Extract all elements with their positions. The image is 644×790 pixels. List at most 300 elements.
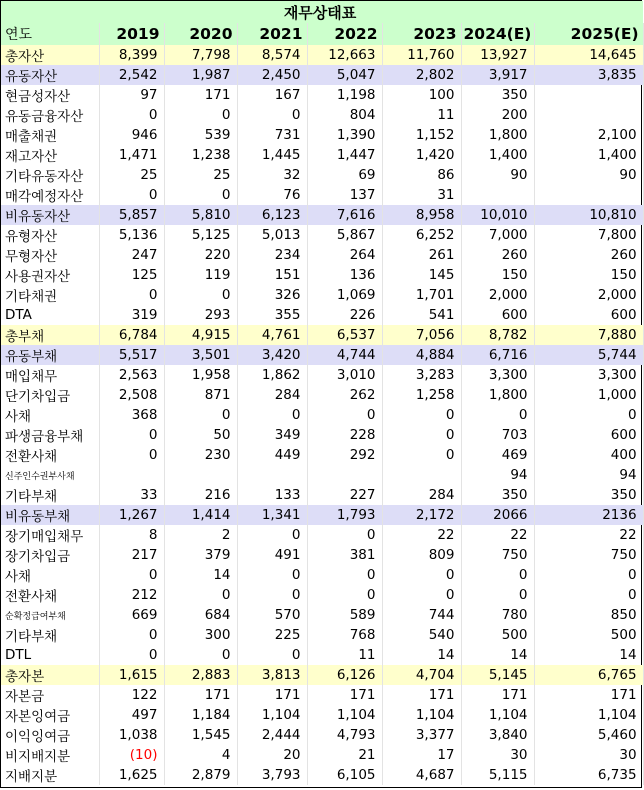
cell-value: 0 bbox=[148, 187, 158, 203]
value-cell bbox=[164, 85, 237, 105]
value-cell bbox=[534, 605, 643, 625]
cell-value: 1,701 bbox=[415, 287, 455, 303]
cell-value: 3,840 bbox=[488, 727, 528, 743]
value-cell bbox=[307, 665, 382, 685]
cell-value: 0 bbox=[221, 587, 231, 603]
row-label: 기타부채 bbox=[1, 625, 99, 645]
cell-value: 6,537 bbox=[336, 327, 376, 343]
table-row bbox=[1, 385, 643, 405]
value-cell bbox=[307, 285, 382, 305]
value-cell bbox=[534, 125, 643, 145]
cell-value: 1,341 bbox=[261, 507, 301, 523]
value-cell bbox=[534, 665, 643, 685]
cell-value: 2,508 bbox=[118, 387, 158, 403]
value-cell bbox=[237, 245, 307, 265]
cell-value: 6,784 bbox=[118, 327, 158, 343]
cell-value: 0 bbox=[221, 187, 231, 203]
cell-value: 319 bbox=[131, 307, 158, 323]
value-cell bbox=[307, 545, 382, 565]
value-cell bbox=[307, 565, 382, 585]
cell-value: 0 bbox=[627, 587, 637, 603]
value-cell bbox=[164, 625, 237, 645]
value-cell bbox=[164, 265, 237, 285]
cell-value: 0 bbox=[445, 427, 455, 443]
table-row bbox=[1, 445, 643, 465]
cell-value: 0 bbox=[291, 107, 301, 123]
value-cell bbox=[382, 65, 461, 85]
cell-value: 0 bbox=[148, 447, 158, 463]
value-cell bbox=[534, 225, 643, 245]
cell-value: 3,283 bbox=[415, 367, 455, 383]
value-cell bbox=[461, 325, 534, 345]
value-cell bbox=[164, 525, 237, 545]
row-label: 비유동부채 bbox=[1, 505, 99, 525]
value-cell bbox=[237, 325, 307, 345]
value-cell bbox=[164, 65, 237, 85]
cell-value: 22 bbox=[619, 527, 637, 543]
value-cell bbox=[461, 445, 534, 465]
table-row bbox=[1, 685, 643, 705]
value-cell bbox=[461, 245, 534, 265]
cell-value: 225 bbox=[274, 627, 301, 643]
row-label: DTA bbox=[1, 305, 99, 325]
cell-value: 539 bbox=[204, 127, 231, 143]
value-cell bbox=[237, 345, 307, 365]
value-cell bbox=[164, 325, 237, 345]
row-label: 장기차입금 bbox=[1, 545, 99, 565]
value-cell bbox=[164, 505, 237, 525]
value-cell bbox=[382, 465, 461, 485]
cell-value: 12,663 bbox=[328, 47, 376, 63]
header-label: 연도 bbox=[1, 23, 99, 45]
cell-value: 90 bbox=[510, 167, 528, 183]
value-cell bbox=[307, 645, 382, 665]
value-cell bbox=[382, 165, 461, 185]
cell-value: 6,126 bbox=[336, 667, 376, 683]
value-cell bbox=[237, 185, 307, 205]
value-cell bbox=[164, 765, 237, 785]
cell-value: 5,517 bbox=[118, 347, 158, 363]
value-cell bbox=[534, 325, 643, 345]
cell-value: 5,744 bbox=[597, 347, 637, 363]
cell-value: 217 bbox=[131, 547, 158, 563]
cell-value: 7,798 bbox=[191, 47, 231, 63]
row-label: 비지배지분 bbox=[1, 745, 99, 765]
value-cell bbox=[307, 725, 382, 745]
row-label: DTL bbox=[1, 645, 99, 665]
cell-value: 5,115 bbox=[488, 767, 528, 783]
table-row bbox=[1, 645, 643, 665]
row-label: 기타부채 bbox=[1, 485, 99, 505]
table-row bbox=[1, 105, 643, 125]
value-cell bbox=[164, 245, 237, 265]
value-cell bbox=[534, 85, 643, 105]
cell-value: 0 bbox=[291, 587, 301, 603]
cell-value: 212 bbox=[131, 587, 158, 603]
table-row bbox=[1, 545, 643, 565]
cell-value: 0 bbox=[221, 107, 231, 123]
value-cell bbox=[237, 765, 307, 785]
cell-value: 171 bbox=[274, 687, 301, 703]
value-cell bbox=[534, 645, 643, 665]
cell-value: 2,802 bbox=[415, 67, 455, 83]
value-cell bbox=[461, 425, 534, 445]
value-cell bbox=[99, 265, 164, 285]
cell-value: 2,000 bbox=[597, 287, 637, 303]
cell-value: 1,471 bbox=[118, 147, 158, 163]
cell-value: 264 bbox=[349, 247, 376, 263]
cell-value: 2,444 bbox=[261, 727, 301, 743]
cell-value: 1,104 bbox=[415, 707, 455, 723]
table-row bbox=[1, 265, 643, 285]
cell-value: 2,450 bbox=[261, 67, 301, 83]
value-cell bbox=[164, 545, 237, 565]
cell-value: 90 bbox=[619, 167, 637, 183]
cell-value: 2136 bbox=[602, 507, 637, 523]
year-header: 2020 bbox=[164, 23, 237, 45]
cell-value: 0 bbox=[148, 627, 158, 643]
value-cell bbox=[461, 385, 534, 405]
value-cell bbox=[237, 705, 307, 725]
value-cell bbox=[99, 605, 164, 625]
cell-value: 171 bbox=[204, 87, 231, 103]
value-cell bbox=[382, 285, 461, 305]
cell-value: 6,735 bbox=[597, 767, 637, 783]
value-cell bbox=[461, 705, 534, 725]
table-row bbox=[1, 225, 643, 245]
cell-value: 400 bbox=[610, 447, 637, 463]
cell-value: 260 bbox=[501, 247, 528, 263]
row-label: 유동부채 bbox=[1, 345, 99, 365]
value-cell bbox=[382, 605, 461, 625]
value-cell bbox=[534, 345, 643, 365]
value-cell bbox=[99, 285, 164, 305]
cell-value: 1,000 bbox=[597, 387, 637, 403]
cell-value: 600 bbox=[610, 427, 637, 443]
year-header: 2021 bbox=[237, 23, 307, 45]
cell-value: 669 bbox=[131, 607, 158, 623]
title-row bbox=[1, 1, 643, 23]
value-cell bbox=[382, 625, 461, 645]
cell-value: 22 bbox=[510, 527, 528, 543]
value-cell bbox=[534, 505, 643, 525]
cell-value: 4,687 bbox=[415, 767, 455, 783]
cell-value: 1,625 bbox=[118, 767, 158, 783]
value-cell bbox=[99, 445, 164, 465]
cell-value: 171 bbox=[349, 687, 376, 703]
cell-value: 69 bbox=[358, 167, 376, 183]
value-cell bbox=[534, 585, 643, 605]
value-cell bbox=[307, 525, 382, 545]
cell-value: 6,252 bbox=[415, 227, 455, 243]
row-label: 기타유동자산 bbox=[1, 165, 99, 185]
value-cell bbox=[164, 345, 237, 365]
cell-value: 3,010 bbox=[336, 367, 376, 383]
cell-value: 100 bbox=[428, 87, 455, 103]
value-cell bbox=[99, 525, 164, 545]
cell-value: 3,300 bbox=[597, 367, 637, 383]
cell-value: 5,810 bbox=[191, 207, 231, 223]
value-cell bbox=[534, 185, 643, 205]
value-cell bbox=[99, 225, 164, 245]
value-cell bbox=[534, 625, 643, 645]
table-title: 재무상태표 bbox=[1, 1, 643, 23]
value-cell bbox=[99, 625, 164, 645]
value-cell bbox=[99, 385, 164, 405]
cell-value: 167 bbox=[274, 87, 301, 103]
value-cell bbox=[99, 245, 164, 265]
cell-value: 4,793 bbox=[336, 727, 376, 743]
cell-value: 0 bbox=[366, 407, 376, 423]
cell-value: 2,000 bbox=[488, 287, 528, 303]
row-label: 신주인수권부사채 bbox=[1, 465, 99, 485]
value-cell bbox=[382, 765, 461, 785]
table-row bbox=[1, 665, 643, 685]
value-cell bbox=[534, 525, 643, 545]
row-label: 유형자산 bbox=[1, 225, 99, 245]
cell-value: 216 bbox=[204, 487, 231, 503]
value-cell bbox=[307, 345, 382, 365]
value-cell bbox=[307, 105, 382, 125]
value-cell bbox=[307, 765, 382, 785]
value-cell bbox=[307, 505, 382, 525]
row-label: 전환사채 bbox=[1, 585, 99, 605]
value-cell bbox=[237, 125, 307, 145]
cell-value: 1,793 bbox=[336, 507, 376, 523]
value-cell bbox=[534, 725, 643, 745]
value-cell bbox=[307, 45, 382, 65]
table-row bbox=[1, 625, 643, 645]
cell-value: 119 bbox=[204, 267, 231, 283]
value-cell bbox=[164, 465, 237, 485]
value-cell bbox=[99, 365, 164, 385]
cell-value: 355 bbox=[274, 307, 301, 323]
row-label: 유동금융자산 bbox=[1, 105, 99, 125]
value-cell bbox=[461, 525, 534, 545]
value-cell bbox=[164, 705, 237, 725]
row-label: 장기매입채무 bbox=[1, 525, 99, 545]
value-cell bbox=[164, 745, 237, 765]
cell-value: 5,125 bbox=[191, 227, 231, 243]
cell-value: 293 bbox=[204, 307, 231, 323]
value-cell bbox=[164, 45, 237, 65]
value-cell bbox=[534, 165, 643, 185]
cell-value: 3,377 bbox=[415, 727, 455, 743]
value-cell bbox=[307, 265, 382, 285]
cell-value: 5,136 bbox=[118, 227, 158, 243]
value-cell bbox=[237, 425, 307, 445]
value-cell bbox=[164, 425, 237, 445]
value-cell bbox=[164, 665, 237, 685]
value-cell bbox=[382, 425, 461, 445]
cell-value: 13,927 bbox=[480, 47, 528, 63]
value-cell bbox=[99, 45, 164, 65]
cell-value: 0 bbox=[291, 407, 301, 423]
value-cell bbox=[534, 245, 643, 265]
cell-value: 10,810 bbox=[589, 207, 637, 223]
cell-value: 0 bbox=[366, 567, 376, 583]
year-header: 2019 bbox=[99, 23, 164, 45]
cell-value: 1,545 bbox=[191, 727, 231, 743]
year-header: 2024(E) bbox=[461, 23, 534, 45]
value-cell bbox=[534, 465, 643, 485]
value-cell bbox=[461, 125, 534, 145]
row-label: 자본금 bbox=[1, 685, 99, 705]
value-cell bbox=[382, 505, 461, 525]
value-cell bbox=[461, 765, 534, 785]
cell-value: 14 bbox=[619, 647, 637, 663]
cell-value: 750 bbox=[501, 547, 528, 563]
value-cell bbox=[164, 105, 237, 125]
value-cell bbox=[461, 165, 534, 185]
cell-value: 6,123 bbox=[261, 207, 301, 223]
row-label: 유동자산 bbox=[1, 65, 99, 85]
value-cell bbox=[164, 165, 237, 185]
value-cell bbox=[534, 405, 643, 425]
value-cell bbox=[534, 765, 643, 785]
value-cell bbox=[237, 685, 307, 705]
cell-value: 1,267 bbox=[118, 507, 158, 523]
value-cell bbox=[99, 105, 164, 125]
cell-value: 780 bbox=[501, 607, 528, 623]
value-cell bbox=[382, 105, 461, 125]
cell-value: 50 bbox=[213, 427, 231, 443]
value-cell bbox=[461, 185, 534, 205]
cell-value: 1,400 bbox=[597, 147, 637, 163]
table-row bbox=[1, 405, 643, 425]
cell-value: 86 bbox=[437, 167, 455, 183]
value-cell bbox=[461, 345, 534, 365]
cell-value: 25 bbox=[213, 167, 231, 183]
cell-value: 7,616 bbox=[336, 207, 376, 223]
value-cell bbox=[461, 105, 534, 125]
cell-value: 8,574 bbox=[261, 47, 301, 63]
value-cell bbox=[164, 685, 237, 705]
cell-value: 1,152 bbox=[415, 127, 455, 143]
value-cell bbox=[461, 645, 534, 665]
value-cell bbox=[461, 745, 534, 765]
cell-value: 1,104 bbox=[597, 707, 637, 723]
value-cell bbox=[237, 165, 307, 185]
value-cell bbox=[461, 205, 534, 225]
value-cell bbox=[99, 485, 164, 505]
value-cell bbox=[237, 645, 307, 665]
value-cell bbox=[164, 125, 237, 145]
value-cell bbox=[99, 705, 164, 725]
value-cell bbox=[237, 385, 307, 405]
cell-value: 8,958 bbox=[415, 207, 455, 223]
value-cell bbox=[534, 445, 643, 465]
value-cell bbox=[382, 185, 461, 205]
value-cell bbox=[461, 145, 534, 165]
table-row bbox=[1, 285, 643, 305]
table-row bbox=[1, 565, 643, 585]
cell-value: 22 bbox=[437, 527, 455, 543]
table-row bbox=[1, 65, 643, 85]
value-cell bbox=[237, 305, 307, 325]
cell-value: 14 bbox=[213, 567, 231, 583]
value-cell bbox=[164, 485, 237, 505]
row-label: 이익잉여금 bbox=[1, 725, 99, 745]
row-label: 총부채 bbox=[1, 325, 99, 345]
value-cell bbox=[534, 425, 643, 445]
value-cell bbox=[164, 225, 237, 245]
cell-value: 262 bbox=[349, 387, 376, 403]
cell-value: 145 bbox=[428, 267, 455, 283]
table-row bbox=[1, 765, 643, 785]
cell-value: 8 bbox=[148, 527, 158, 543]
value-cell bbox=[99, 185, 164, 205]
cell-value: 500 bbox=[501, 627, 528, 643]
value-cell bbox=[99, 305, 164, 325]
cell-value: 1,198 bbox=[336, 87, 376, 103]
value-cell bbox=[307, 685, 382, 705]
value-cell bbox=[307, 705, 382, 725]
value-cell bbox=[461, 725, 534, 745]
cell-value: 125 bbox=[131, 267, 158, 283]
value-cell bbox=[99, 345, 164, 365]
value-cell bbox=[461, 305, 534, 325]
value-cell bbox=[307, 85, 382, 105]
cell-value: 1,104 bbox=[336, 707, 376, 723]
table-row bbox=[1, 745, 643, 765]
value-cell bbox=[307, 325, 382, 345]
table-row bbox=[1, 525, 643, 545]
cell-value: 6,716 bbox=[488, 347, 528, 363]
value-cell bbox=[307, 185, 382, 205]
cell-value: 11 bbox=[437, 107, 455, 123]
cell-value: 750 bbox=[610, 547, 637, 563]
cell-value: 0 bbox=[445, 407, 455, 423]
value-cell bbox=[382, 325, 461, 345]
cell-value: 4 bbox=[221, 747, 231, 763]
value-cell bbox=[164, 445, 237, 465]
cell-value: 227 bbox=[349, 487, 376, 503]
cell-value: 0 bbox=[148, 567, 158, 583]
value-cell bbox=[382, 345, 461, 365]
value-cell bbox=[99, 645, 164, 665]
value-cell bbox=[237, 465, 307, 485]
value-cell bbox=[382, 45, 461, 65]
cell-value: 32 bbox=[283, 167, 301, 183]
value-cell bbox=[99, 425, 164, 445]
row-label: 단기차입금 bbox=[1, 385, 99, 405]
cell-value: 809 bbox=[428, 547, 455, 563]
value-cell bbox=[164, 185, 237, 205]
value-cell bbox=[534, 265, 643, 285]
cell-value: 1,104 bbox=[488, 707, 528, 723]
cell-value: (10) bbox=[129, 747, 158, 763]
cell-value: 8,399 bbox=[118, 47, 158, 63]
cell-value: 3,793 bbox=[261, 767, 301, 783]
cell-value: 589 bbox=[349, 607, 376, 623]
cell-value: 1,400 bbox=[488, 147, 528, 163]
cell-value: 7,000 bbox=[488, 227, 528, 243]
cell-value: 540 bbox=[428, 627, 455, 643]
cell-value: 946 bbox=[131, 127, 158, 143]
cell-value: 234 bbox=[274, 247, 301, 263]
value-cell bbox=[382, 525, 461, 545]
cell-value: 25 bbox=[140, 167, 158, 183]
value-cell bbox=[307, 745, 382, 765]
cell-value: 151 bbox=[274, 267, 301, 283]
value-cell bbox=[461, 265, 534, 285]
cell-value: 491 bbox=[274, 547, 301, 563]
cell-value: 5,145 bbox=[488, 667, 528, 683]
table-row bbox=[1, 585, 643, 605]
value-cell bbox=[307, 125, 382, 145]
value-cell bbox=[461, 545, 534, 565]
